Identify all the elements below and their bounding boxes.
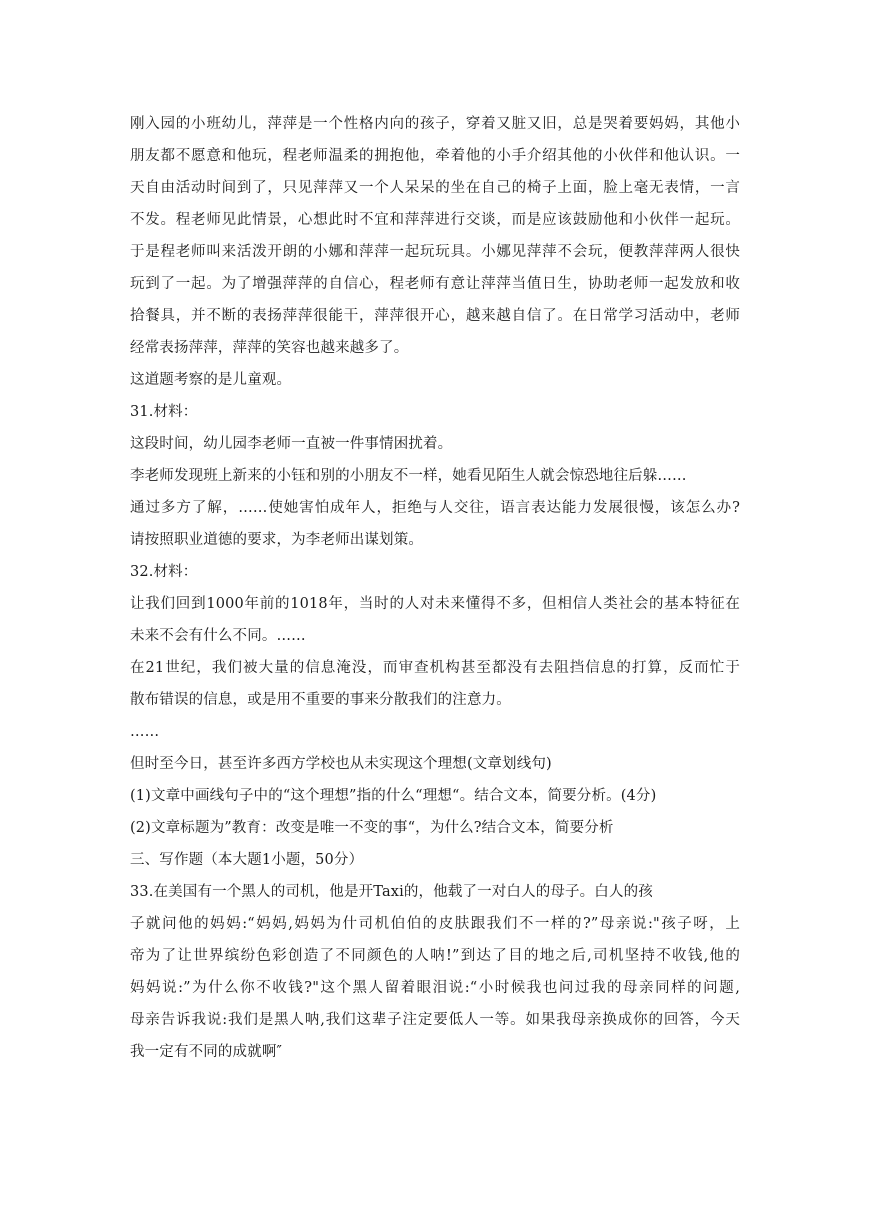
sub-question-2: (2)文章标题为”教育：改变是唯一不变的事“，为什么?结合文本，简要分析 <box>130 820 614 836</box>
sub-question-1: (1)文章中画线句子中的“这个理想”指的什么“理想“。结合文本，简要分析。(4分) <box>130 788 657 804</box>
text-line: 在21世纪，我们被大量的信息淹没，而审查机构甚至都没有去阻挡信息的打算，反而忙于 <box>130 660 740 676</box>
text-line: 妈妈说:”为什么你不收钱?"这个黑人留着眼泪说:“小时候我也问过我的母亲同样的问题, <box>130 980 740 996</box>
text-line: 不发。程老师见此情景，心想此时不宜和萍萍进行交谈，而是应该鼓励他和小伙伴一起玩。 <box>130 212 740 228</box>
document-body <box>130 108 740 1068</box>
text-line: 子就问他的妈妈:“妈妈,妈妈为什司机伯伯的皮肤跟我们不一样的?”母亲说:"孩子呀，上 <box>130 916 740 932</box>
text-line: 我一定有不同的成就啊″ <box>130 1044 283 1060</box>
text-line: 未来不会有什么不同。…… <box>130 628 306 644</box>
text-line: 母亲告诉我说:我们是黑人呐,我们这辈子注定要低人一等。如果我母亲换成你的回答，今天 <box>130 1012 740 1028</box>
text-line: 玩到了一起。为了增强萍萍的自信心，程老师有意让萍萍当值日生，协助老师一起发放和收 <box>130 276 740 292</box>
text-line: 请按照职业道德的要求，为李老师出谋划策。 <box>130 532 423 548</box>
text-line: 朋友都不愿意和他玩，程老师温柔的拥抱他，牵着他的小手介绍其他的小伙伴和他认识。一 <box>130 148 740 164</box>
question-heading-31: 31.材料： <box>130 404 198 420</box>
text-line: 散布错误的信息，或是用不重要的事来分散我们的注意力。 <box>130 692 511 708</box>
text-line: 刚入园的小班幼儿，萍萍是一个性格内向的孩子，穿着又脏又旧，总是哭着要妈妈，其他小 <box>130 116 740 132</box>
question-heading-33: 33.在美国有一个黑人的司机，他是开Taxi的，他载了一对白人的母子。白人的孩 <box>130 884 653 900</box>
text-line: 这段时间，幼儿园李老师一直被一件事情困扰着。 <box>130 436 453 452</box>
text-line: 通过多方了解，……使她害怕成年人，拒绝与人交往，语言表达能力发展很慢，该怎么办? <box>130 500 740 516</box>
question-heading-32: 32.材料： <box>130 564 198 580</box>
text-line: 拾餐具，并不断的表扬萍萍很能干，萍萍很开心，越来越自信了。在日常学习活动中，老师 <box>130 308 740 324</box>
text-line: 于是程老师叫来活泼开朗的小娜和萍萍一起玩玩具。小娜见萍萍不会玩，便教萍萍两人很快 <box>130 244 740 260</box>
answer-note: 这道题考察的是儿童观。 <box>130 372 292 388</box>
text-line: 帝为了让世界缤纷色彩创造了不同颜色的人呐!”到达了目的地之后,司机坚持不收钱,他的 <box>130 948 740 964</box>
ellipsis-line: …… <box>130 724 160 740</box>
text-line: 让我们回到1000年前的1018年，当时的人对未来懂得不多，但相信人类社会的基本特征在 <box>130 596 740 612</box>
text-line: 但时至今日，甚至许多西方学校也从未实现这个理想(文章划线句) <box>130 756 552 772</box>
text-line: 天自由活动时间到了，只见萍萍又一个人呆呆的坐在自己的椅子上面，脸上毫无表情，一言 <box>130 180 740 196</box>
text-line: 李老师发现班上新来的小钰和别的小朋友不一样，她看见陌生人就会惊恐地往后躲…… <box>130 468 687 484</box>
section-heading-writing: 三、写作题（本大题1小题，50分） <box>130 852 364 868</box>
text-line: 经常表扬萍萍，萍萍的笑容也越来越多了。 <box>130 340 409 356</box>
